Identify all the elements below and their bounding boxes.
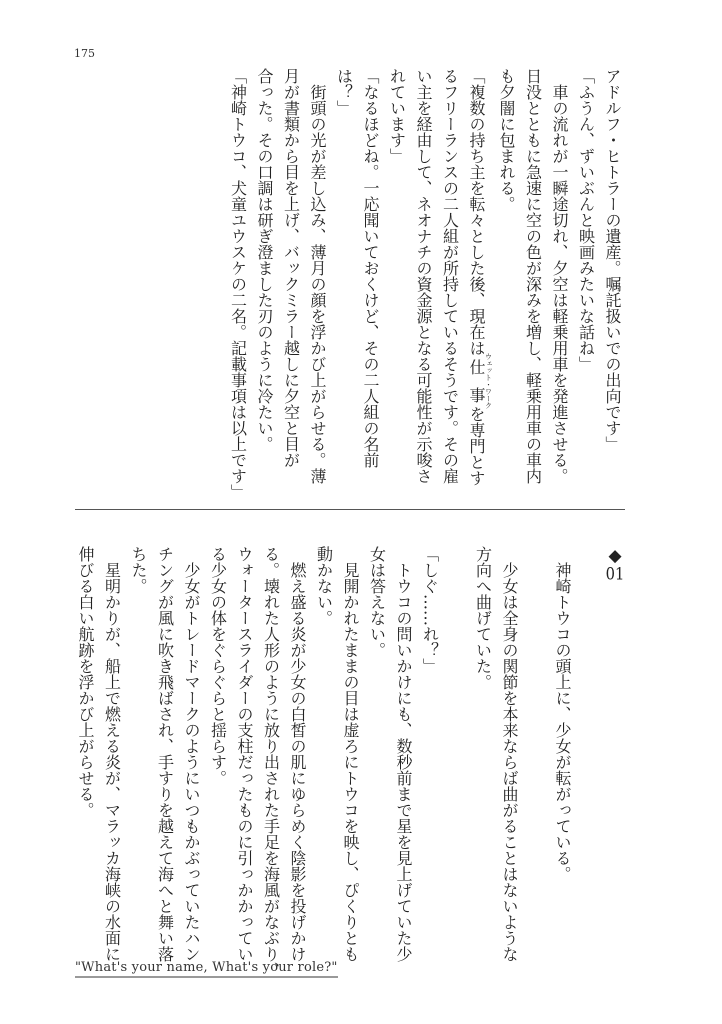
text-line: アドルフ・ヒトラーの遺産。嘱託扱いでの出向です」 — [603, 68, 622, 452]
text-line: る少女の体をぐらぐらと揺らす。 — [208, 546, 228, 786]
text-line: 車の流れが一瞬途切れ、夕空は軽乗用車を発進させる。 — [550, 68, 569, 484]
text-line — [575, 546, 602, 956]
text-line: 月が書類から目を上げ、バックミラー越しに夕空と目が — [281, 68, 301, 468]
text-line — [463, 68, 493, 498]
ruby-annotation: ウェット・ワーク — [484, 353, 493, 409]
text-line: 合った。その口調は研ぎ澄ました刃のように冷たい。 — [255, 68, 274, 452]
text-line: 星明かりが、船上で燃える炎が、マラッカ海峡の水面に — [102, 546, 122, 962]
text-line: 日没とともに急速に空の色が深みを増し、軽乗用車の車内 — [523, 68, 543, 484]
chapter-number: 01 — [605, 566, 625, 583]
text-line: 見開かれたままの目は虚ろにトウコを映し、ぴくりとも — [341, 546, 360, 962]
text-line: チングが風に吹き飛ばされ、手すりを越えて海へと舞い落 — [155, 546, 175, 962]
text-line: れています」 — [387, 68, 407, 164]
text-segment: を専門とす — [467, 406, 486, 486]
text-line: 女は答えない。 — [367, 546, 387, 658]
ruby-base: 仕事 — [467, 353, 486, 409]
text-line: 「しぐ……れ？」 — [420, 546, 440, 674]
text-line: ウォータースライダーの支柱だったものに引っかかってい — [235, 546, 254, 962]
text-line — [522, 546, 549, 956]
text-line: 「なるほどね。一応聞いておくけど、その二人組の名前 — [361, 68, 380, 468]
section-divider — [75, 509, 625, 510]
top-text-block — [224, 68, 625, 498]
text-line: 「神崎トウコ、犬童ユウスケの二名。記載事項は以上です」 — [228, 68, 248, 500]
text-line: 「ふうん、ずいぶんと映画みたいな話ね」 — [576, 68, 596, 372]
text-line: るフリーランスの二人組が所持しているそうです。その雇 — [440, 68, 460, 484]
text-line: 伸びる白い航跡を浮かび上がらせる。 — [76, 546, 95, 818]
text-line: ちた。 — [129, 546, 148, 594]
text-line: は？」 — [334, 68, 354, 116]
footer-caption: "What's your name, What's your role?" — [75, 960, 338, 978]
text-line — [443, 546, 470, 956]
page-number: 175 — [74, 47, 95, 60]
ruby-word — [467, 353, 493, 409]
text-line: 動かない。 — [314, 546, 334, 626]
text-line: 少女がトレードマークのようにいつもかぶっていたハン — [182, 546, 201, 962]
text-line: も夕闇に包まれる。 — [497, 68, 516, 212]
text-line: 街頭の光が差し込み、薄月の顔を浮かび上がらせる。薄 — [308, 68, 327, 484]
text-segment: 「複数の持ち主を転々とした後、現在は — [467, 68, 486, 356]
text-line: 方向へ曲げていた。 — [473, 546, 493, 690]
text-line: 神崎トウコの頭上に、少女が転がっている。 — [553, 546, 572, 882]
text-line: 燃え盛る炎が少女の白皙の肌にゆらめく陰影を投げかけ — [288, 546, 307, 962]
text-line: 少女は全身の関節を本来ならば曲がることはないような — [500, 546, 519, 962]
text-line: トウコの問いかけにも、数秒前まで星を見上げていた少 — [394, 546, 413, 962]
text-line: い主を経由して、ネオナチの資金源となる可能性が示唆さ — [414, 68, 433, 484]
chapter-heading — [602, 546, 629, 956]
diamond-icon: ◆ — [605, 546, 625, 566]
text-line: る。壊れた人形のように放り出された手足を海風がなぶり、 — [261, 546, 281, 978]
